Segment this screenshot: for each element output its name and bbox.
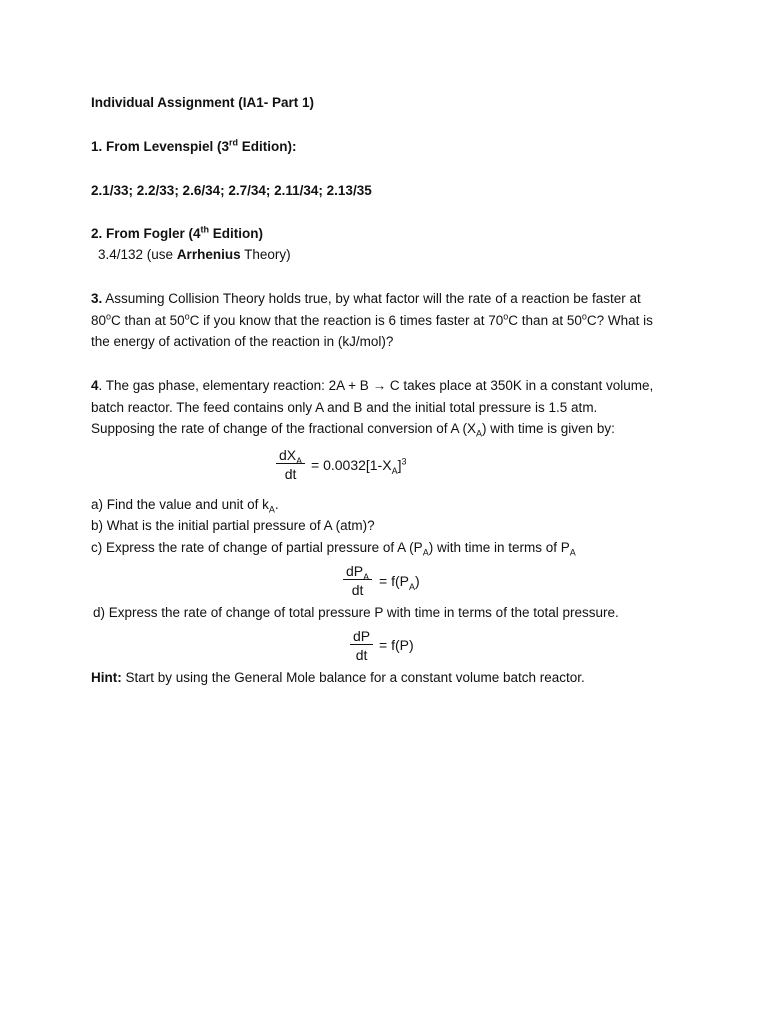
q2-heading: 2. From Fogler (4th Edition) — [91, 224, 264, 241]
q3-line-2: 80$^o$C than at 50$^o$C if you know that the reaction is 6 times faster at 70$^o$C than at 50$^o$C? What is — [91, 311, 653, 328]
q4-part-b: b) What is the initial partial pressure of A (atm)? — [91, 518, 375, 533]
eq1-fraction: $dX_A$ dt — [276, 447, 305, 482]
q4-line-1: 4. The gas phase, elementary reaction: 2A + B → C takes place at 350K in a constant volume, — [91, 378, 654, 393]
q4-part-d: d) Express the rate of change of total pressure P with time in terms of the total pressure. — [93, 605, 619, 620]
eq1-rhs: = $0.0032[1-X_A]^3$ — [311, 456, 407, 476]
q3-line-3: the energy of activation of the reaction in (kJ/mol)? — [91, 334, 394, 349]
hint: Hint: Start by using the General Mole balance for a constant volume batch reactor. — [91, 670, 585, 685]
q1-heading: 1. From Levenspiel (3rd Edition): — [91, 137, 297, 154]
eq2-fraction: $dP_A$ dt — [343, 563, 372, 598]
q3-line-1: 3. Assuming Collision Theory holds true, by what factor will the rate of a reaction be faster at — [91, 291, 641, 306]
assignment-title: Individual Assignment (IA1- Part 1) — [91, 95, 315, 110]
q4-line-2: batch reactor. The feed contains only A and B and the initial total pressure is 1.5 atm. — [91, 400, 598, 415]
eq3-rhs: = f(P) — [379, 637, 414, 653]
q1-problems: 2.1/33; 2.2/33; 2.6/34; 2.7/34; 2.11/34; 2.13/35 — [91, 183, 372, 198]
q2-problem: 3.4/132 (use Arrhenius Theory) — [98, 247, 291, 262]
eq2-rhs: = $f(P_A)$ — [379, 573, 420, 592]
q4-part-a: a) Find the value and unit of $k_A$. — [91, 497, 279, 515]
reaction-arrow-icon: → — [372, 378, 387, 393]
eq3-fraction: dP dt — [350, 628, 373, 663]
q4-line-3: Supposing the rate of change of the fractional conversion of A $(X_A)$ with time is given by: — [91, 421, 615, 439]
q4-part-c: c) Express the rate of change of partial pressure of A $(P_A)$ with time in terms of $P_A$ — [91, 540, 576, 558]
